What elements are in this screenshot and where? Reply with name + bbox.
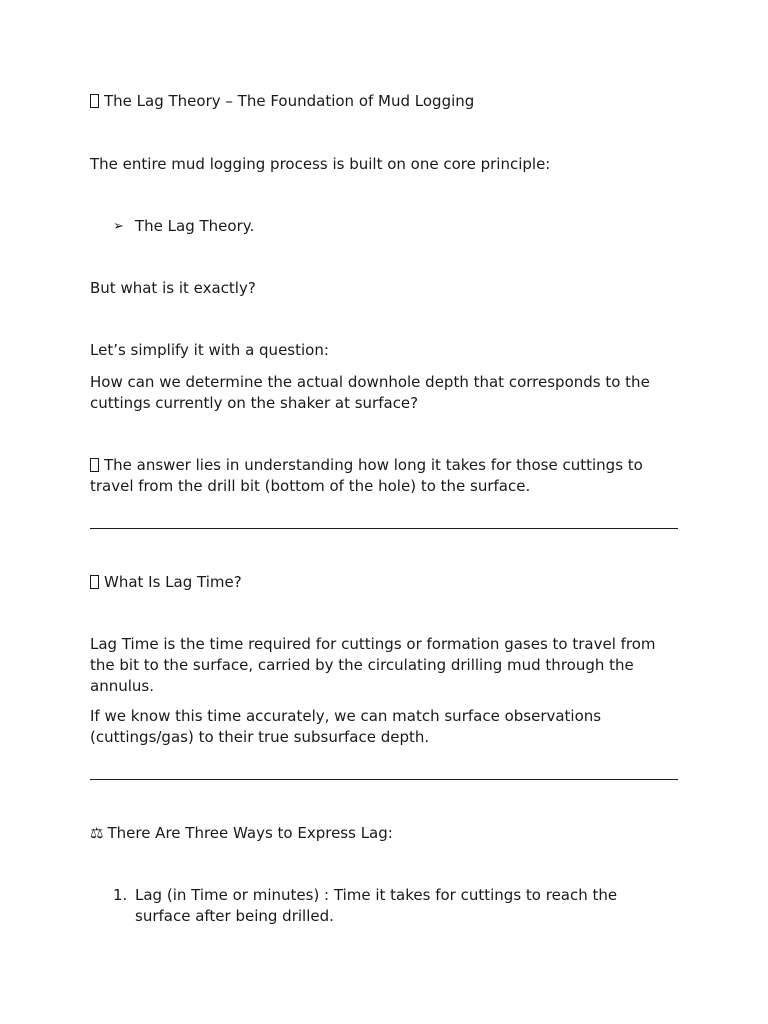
lag-time-definition: Lag Time is the time required for cuttings or formation gases to travel from the bit to the surface, carried by the circulating drilling mud through the annulus. [90,635,656,695]
missing-glyph-icon [90,94,99,108]
question-intro: But what is it exactly? [90,279,256,297]
lag-time-importance: If we know this time accurately, we can match surface observations (cuttings/gas) to their true subsurface depth. [90,707,602,746]
lag-theory-heading-text: The Lag Theory – The Foundation of Mud Logging [104,92,475,110]
three-ways-heading [90,823,678,844]
horizontal-divider [90,528,678,529]
answer-text: The answer lies in understanding how long it takes for those cuttings to travel from the drill bit (bottom of the hole) to the surface. [90,456,643,495]
lag-theory-intro: The entire mud logging process is built on one core principle: [90,155,551,173]
lag-time-heading [90,572,678,593]
list-item-number: 1. [113,886,128,904]
arrow-bullet-icon: ➢ [113,219,124,234]
missing-glyph-icon [90,458,99,472]
scale-icon: ⚖ [90,824,104,842]
lag-theory-heading [90,91,678,112]
answer-paragraph [90,455,678,497]
bullet-item-text: The Lag Theory. [135,217,255,235]
missing-glyph-icon [90,575,99,589]
simplify-text: Let’s simplify it with a question: [90,341,329,359]
three-ways-heading-text: There Are Three Ways to Express Lag: [107,824,393,842]
horizontal-divider [90,779,678,780]
list-item-text: Lag (in Time or minutes) : Time it takes for cuttings to reach the surface after being drilled. [135,886,618,925]
lag-time-heading-text: What Is Lag Time? [104,573,242,591]
question-text: How can we determine the actual downhole depth that corresponds to the cuttings currently on the shaker at surface? [90,373,650,412]
